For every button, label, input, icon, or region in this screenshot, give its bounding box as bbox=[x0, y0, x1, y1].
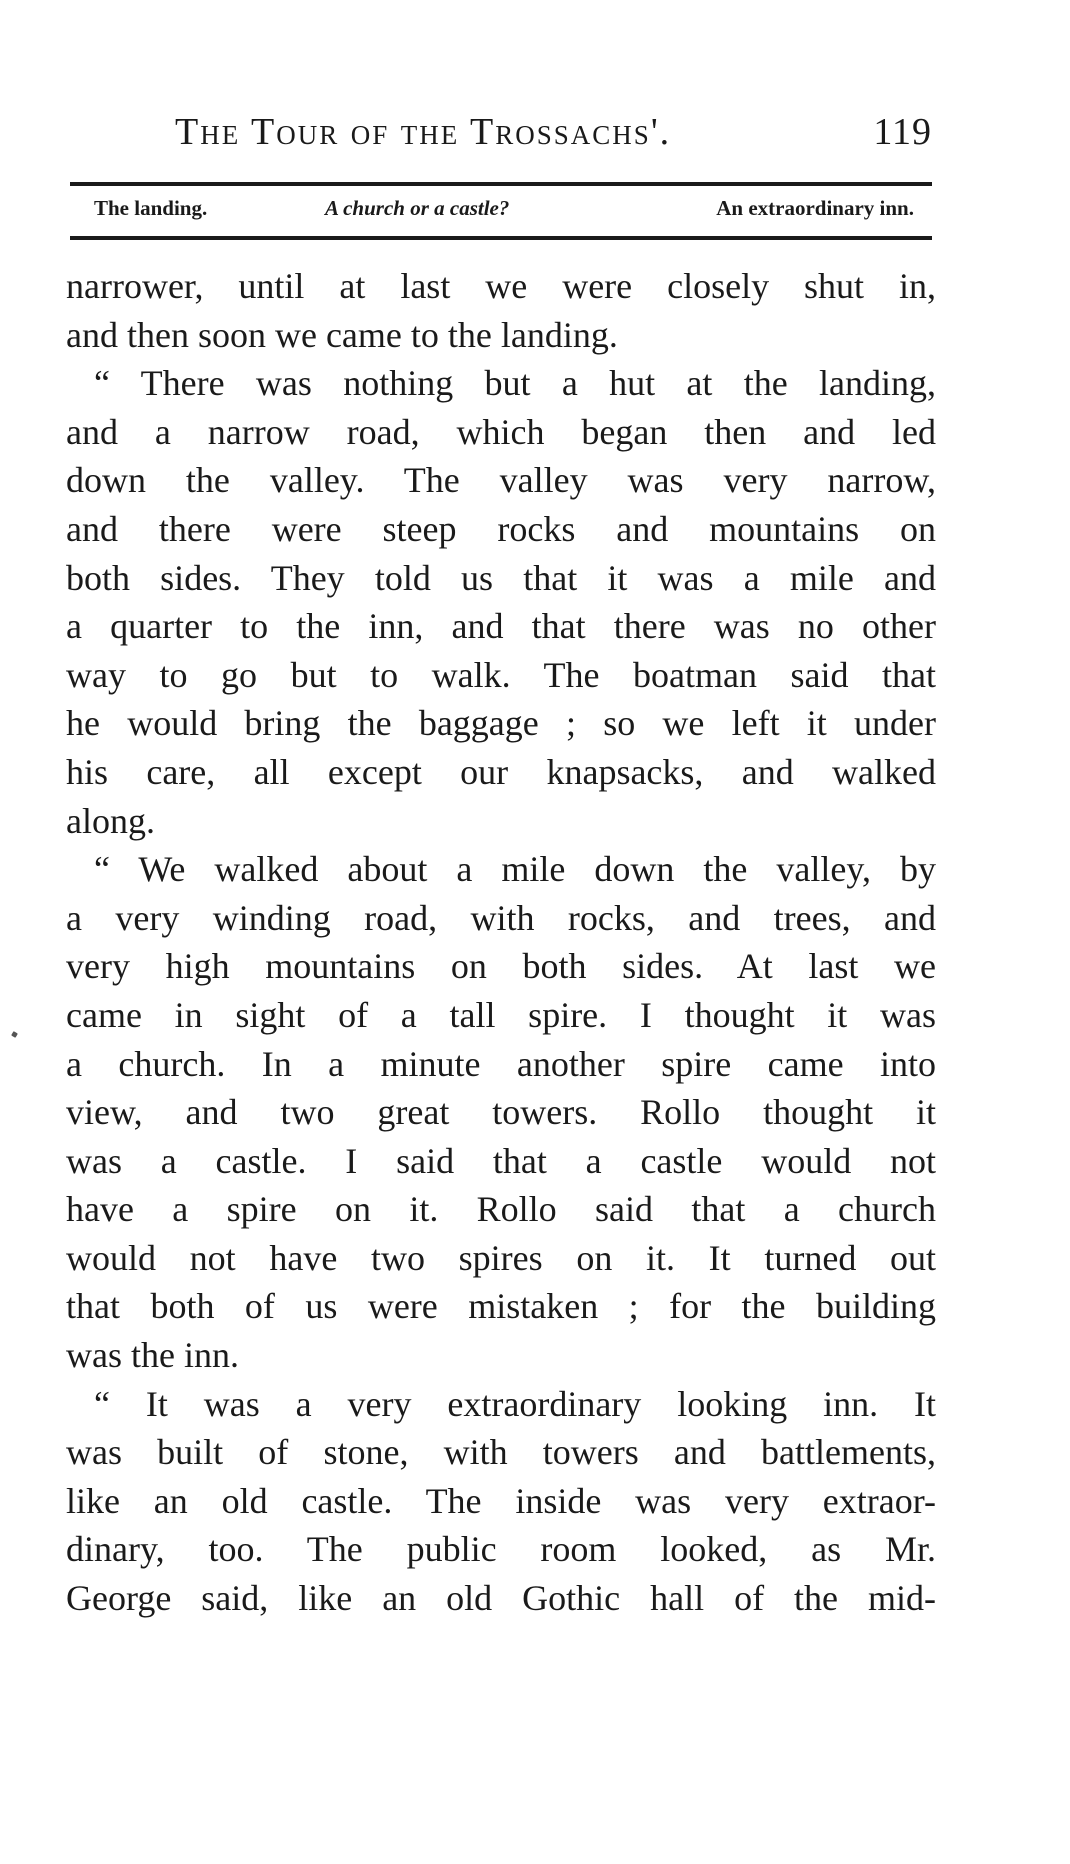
text-line: “ It was a very extraordinary looking inn. It bbox=[94, 1383, 936, 1424]
text-line: George said, like an old Gothic hall of the mid- bbox=[66, 1578, 936, 1619]
header-rule-bottom bbox=[70, 236, 932, 240]
text-line: a very winding road, with rocks, and trees, and bbox=[66, 897, 936, 938]
text-line: and there were steep rocks and mountains on bbox=[66, 508, 936, 549]
text-line: “ We walked about a mile down the valley, by bbox=[94, 849, 936, 890]
text-line: a quarter to the inn, and that there was no other bbox=[66, 606, 936, 647]
text-line: his care, all except our knapsacks, and walked bbox=[66, 751, 936, 792]
text-line: he would bring the baggage ; so we left it under bbox=[66, 703, 936, 744]
header-rule-top bbox=[70, 182, 932, 186]
text-line: both sides. They told us that it was a mile and bbox=[66, 557, 936, 598]
page-number: 119 bbox=[873, 111, 932, 153]
text-line: a church. In a minute another spire came into bbox=[66, 1043, 936, 1084]
text-line: way to go but to walk. The boatman said that bbox=[66, 654, 936, 695]
running-head bbox=[70, 110, 932, 166]
topic-landing: The landing. bbox=[94, 196, 208, 220]
text-line: dinary, too. The public room looked, as Mr. bbox=[66, 1529, 936, 1570]
text-line: down the valley. The valley was very narrow, bbox=[66, 460, 936, 501]
stray-ink-mark bbox=[11, 1031, 18, 1038]
text-line: narrower, until at last we were closely shut in, bbox=[66, 266, 936, 306]
text-line: view, and two great towers. Rollo thought it bbox=[66, 1092, 936, 1133]
text-line: was a castle. I said that a castle would not bbox=[66, 1140, 936, 1181]
text-line: came in sight of a tall spire. I thought it was bbox=[66, 994, 936, 1035]
topic-extraordinary-inn: An extraordinary inn. bbox=[716, 196, 914, 220]
text-line: like an old castle. The inside was very extraor- bbox=[66, 1480, 936, 1521]
text-line: was built of stone, with towers and battlements, bbox=[66, 1432, 936, 1473]
text-line: very high mountains on both sides. At last we bbox=[66, 946, 936, 987]
text-line: “ There was nothing but a hut at the landing, bbox=[94, 363, 936, 404]
text-line: and a narrow road, which began then and led bbox=[66, 411, 936, 452]
topic-headings bbox=[70, 196, 932, 228]
running-title: The Tour of the Trossachs'. bbox=[175, 111, 672, 153]
text-line: would not have two spires on it. It turned out bbox=[66, 1237, 936, 1278]
body-text bbox=[66, 262, 936, 1623]
topic-church-or-castle: A church or a castle? bbox=[325, 196, 510, 220]
text-line: have a spire on it. Rollo said that a church bbox=[66, 1189, 936, 1230]
text-line: that both of us were mistaken ; for the building bbox=[66, 1286, 936, 1327]
text-line: along. bbox=[66, 800, 155, 841]
text-line: was the inn. bbox=[66, 1335, 239, 1376]
text-line: and then soon we came to the landing. bbox=[66, 314, 618, 355]
